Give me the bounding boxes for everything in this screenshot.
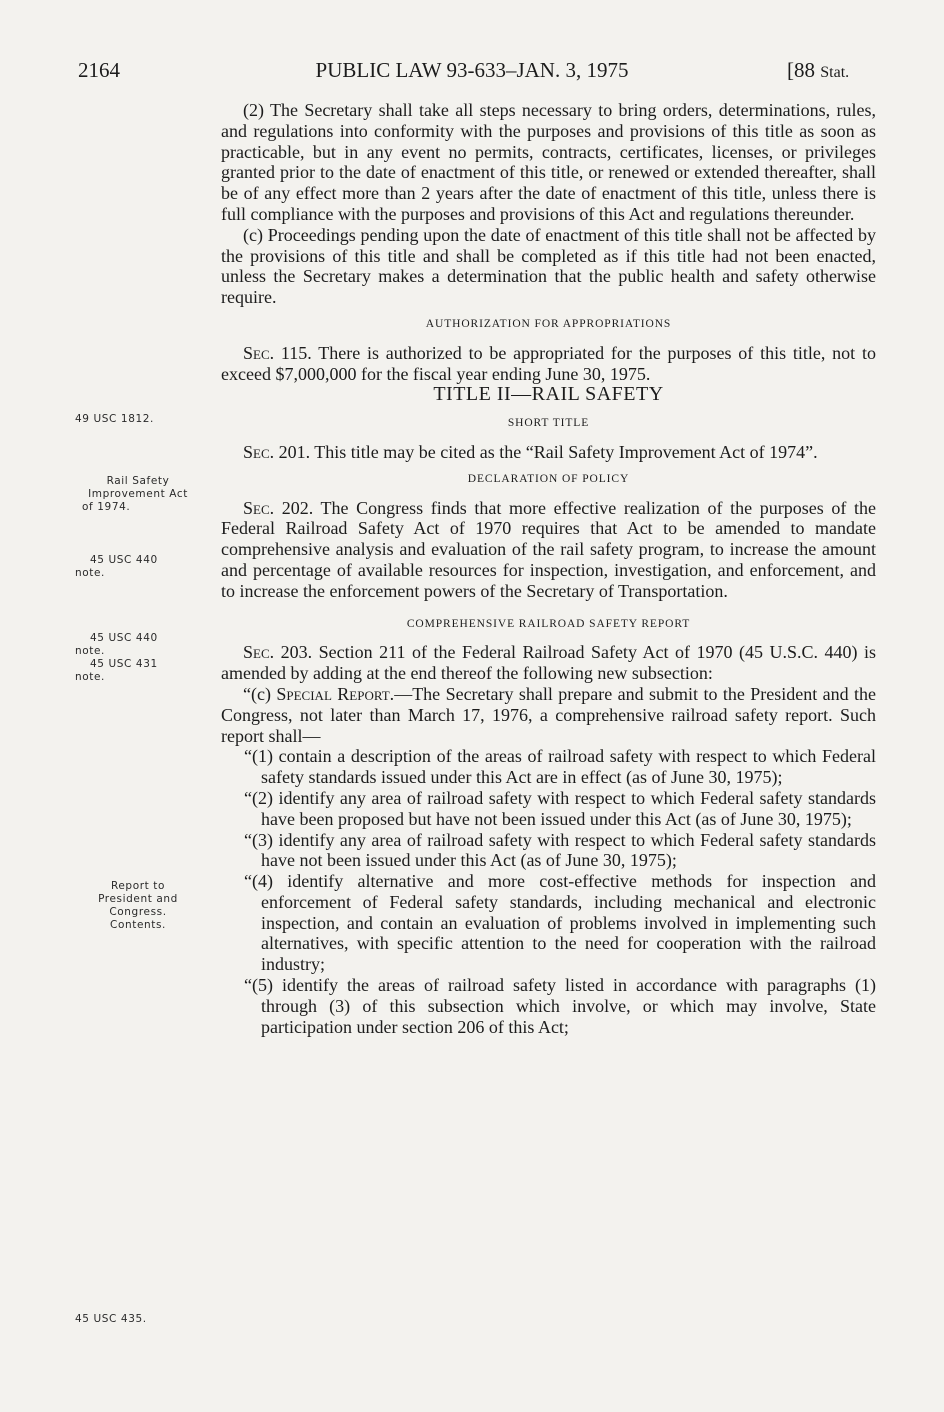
- heading-authorization: AUTHORIZATION FOR APPROPRIATIONS: [425, 317, 672, 330]
- margin-note-45usc440: [75, 554, 205, 580]
- statute-reference: [787, 58, 849, 83]
- margin-note-45usc440-431: [75, 632, 205, 684]
- note-line: 45 USC 431: [90, 658, 158, 670]
- c-open: “(c): [243, 683, 277, 704]
- margin-note-45usc435: 45 USC 435.: [75, 1313, 147, 1325]
- sec-label: Sec.: [243, 342, 275, 363]
- margin-note-49usc1812: 49 USC 1812.: [75, 413, 154, 425]
- note-line: Congress.: [109, 906, 167, 918]
- heading-declaration: DECLARATION OF POLICY: [467, 472, 630, 485]
- section-203: [221, 642, 876, 684]
- sec-label: Sec.: [243, 642, 275, 663]
- statute-word: Stat.: [820, 64, 850, 81]
- subsection-c: [221, 684, 876, 746]
- special-report-label: Special Report.: [276, 683, 395, 704]
- list-item-1: “(1) contain a description of the areas of railroad safety with respect to which Federal safety standards issued under this Act are in effect (as of June 30, 1975);: [244, 746, 876, 788]
- sec-text: 115. There is authorized to be appropriated for the purposes of this title, not to exceed $7,000,000 for the fiscal year ending June 30, 1975.: [221, 342, 876, 384]
- margin-note-rail-safety: [78, 475, 198, 514]
- note-line: President and: [98, 893, 178, 905]
- main-text: [221, 100, 876, 1037]
- list-item-5: “(5) identify the areas of railroad safety listed in accordance with paragraphs (1) through (3) of this subsection which involve, or which may involve, State participation under section 206 of this Act;: [244, 975, 876, 1037]
- note-line: of 1974.: [82, 501, 131, 513]
- heading-short-title: SHORT TITLE: [507, 417, 590, 430]
- note-line: Contents.: [110, 919, 166, 931]
- note-line: 45 USC 440: [90, 554, 158, 566]
- list-item-2: “(2) identify any area of railroad safety with respect to which Federal safety standards have been proposed but have not been issued under this Act (as of June 30, 1975);: [244, 787, 876, 829]
- page-number: 2164: [78, 58, 120, 82]
- running-title: PUBLIC LAW 93-633–JAN. 3, 1975: [315, 58, 629, 82]
- section-202: [221, 498, 876, 602]
- list-item-4: “(4) identify alternative and more cost-effective methods for inspection and enforcement of Federal safety standards, including mechanical and electronic inspection, and contain an evaluation of problems involved in implementing such alternatives, with specific attention to the need for cooperation with the railroad industry;: [244, 871, 876, 975]
- note-line: note.: [75, 567, 105, 579]
- note-line: Report to: [110, 880, 166, 892]
- note-line: 45 USC 440: [90, 632, 158, 644]
- paragraph-c: (c) Proceedings pending upon the date of enactment of this title shall not be affected by the provisions of this title and shall be completed as if this title had not been enacted, unless the Secretary makes a determination that the public health and safety otherwise require.: [221, 224, 876, 308]
- section-115: [221, 343, 876, 385]
- sec-text: 202. The Congress finds that more effective realization of the purposes of the Federal Railroad Safety Act of 1970 requires that Act to be amended to mandate comprehensive analysis and evaluation of the rail safety program, to increase the amount and percentage of available resources for inspection, investigation, and enforcement, and to increase the enforcement powers of the Secretary of Transportation.: [221, 497, 876, 601]
- note-line: Rail Safety: [106, 475, 170, 487]
- note-line: Improvement Act: [88, 488, 188, 500]
- statute-prefix: [88: [787, 58, 821, 82]
- sec-text: 203. Section 211 of the Federal Railroad Safety Act of 1970 (45 U.S.C. 440) is amended by adding at the end thereof the following new subsection:: [221, 642, 876, 684]
- running-header: [0, 58, 944, 84]
- paragraph-b2: (2) The Secretary shall take all steps necessary to bring orders, determinations, rules, and regulations into conformity with the purposes and provisions of this title as soon as practicable, but in any event no permits, contracts, certificates, licenses, or privileges granted prior to the date of enactment of this title, or renewed or extended thereafter, shall be of any effect more than 2 years after the date of enactment of this title, unless there is full compliance with the purposes and provisions of this Act and regulations thereunder.: [221, 100, 876, 224]
- list-item-3: “(3) identify any area of railroad safety with respect to which Federal safety standards have not been issued under this Act (as of June 30, 1975);: [244, 829, 876, 871]
- margin-note-report: [78, 880, 198, 932]
- note-line: note.: [75, 671, 105, 683]
- sec-text: 201. This title may be cited as the “Rail Safety Improvement Act of 1974”.: [274, 441, 818, 462]
- c-text: —The Secretary shall prepare and submit to the President and the Congress, not later than March 17, 1976, a comprehensive railroad safety report. Such report shall—: [221, 683, 876, 746]
- title-ii-heading: TITLE II—RAIL SAFETY: [433, 383, 664, 406]
- heading-report: COMPREHENSIVE RAILROAD SAFETY REPORT: [406, 617, 691, 630]
- sec-label: Sec.: [243, 497, 275, 518]
- note-line: note.: [75, 645, 105, 657]
- sec-label: Sec.: [243, 441, 275, 462]
- section-201: [221, 442, 876, 463]
